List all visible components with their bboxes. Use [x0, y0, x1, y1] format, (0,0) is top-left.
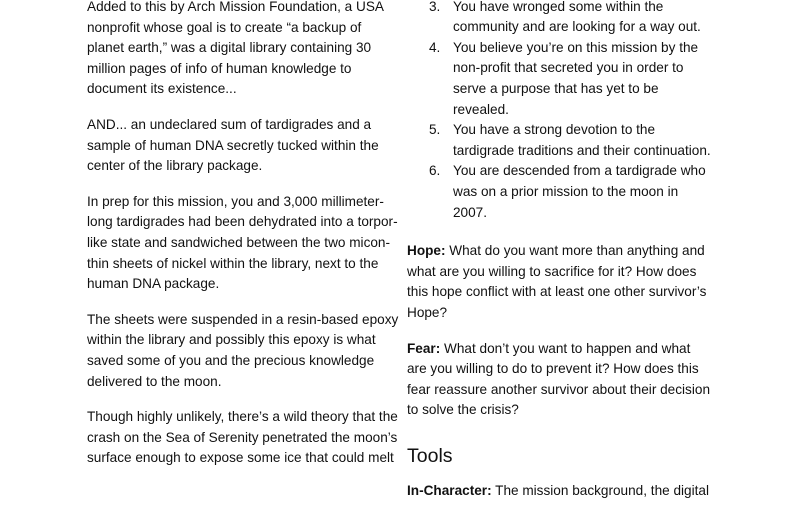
fear-paragraph	[407, 339, 713, 421]
list-item-text: You have wronged some within the community and are looking for a way out.	[453, 0, 701, 35]
list-item	[407, 161, 713, 223]
fear-text: What don’t you want to happen and what are you willing to do to prevent it? How does this fear reassure another survivor about their decision to solve the crisis?	[407, 340, 710, 418]
hope-paragraph	[407, 241, 713, 323]
in-character-text: The mission background, the digital	[491, 482, 709, 498]
list-item-text: You have a strong devotion to the tardigrade traditions and their continuation.	[453, 122, 711, 158]
hope-text: What do you want more than anything and what are you willing to sacrifice for it? How does this hope conflict with at least one other survivor’s Hope?	[407, 243, 707, 320]
paragraph-tardigrades-dna: AND... an undeclared sum of tardigrades and a sample of human DNA secretly tucked within the center of the library package.	[87, 116, 379, 174]
list-number: 3.	[429, 0, 441, 14]
list-number: 4.	[429, 39, 441, 55]
left-column	[87, 0, 399, 484]
list-item-text: You are descended from a tardigrade who was on a prior mission to the moon in 2007.	[453, 163, 706, 220]
paragraph-wild-theory: Though highly unlikely, there’s a wild theory that the crash on the Sea of Serenity penetrated the moon’s surface enough to expose some ice that could melt	[87, 409, 398, 466]
in-character-paragraph	[407, 481, 713, 502]
list-item	[407, 120, 713, 161]
list-number: 6.	[429, 163, 441, 179]
origin-list	[407, 0, 713, 223]
in-character-label: In-Character:	[407, 482, 492, 498]
fear-label: Fear:	[407, 340, 441, 356]
list-number: 5.	[429, 122, 441, 138]
list-item	[407, 38, 713, 120]
paragraph-arch-mission: Added to this by Arch Mission Foundation, a USA nonprofit whose goal is to create “a backup of planet earth,” was a digital library containing 30 million pages of info of human knowledge to document its existence...	[87, 0, 384, 97]
tools-heading: Tools	[407, 444, 453, 467]
right-column	[407, 0, 713, 516]
list-item	[407, 0, 713, 38]
paragraph-mission-prep: In prep for this mission, you and 3,000 millimeter-long tardigrades had been dehydrated into a torpor-like state and sandwiched between the two micon-thin sheets of nickel within the library, next to the human DNA package.	[87, 193, 398, 292]
paragraph-epoxy: The sheets were suspended in a resin-based epoxy within the library and possibly this epoxy is what saved some of you and the precious knowledge delivered to the moon.	[87, 311, 399, 389]
hope-label: Hope:	[407, 243, 446, 259]
list-item-text: You believe you’re on this mission by the non-profit that secreted you in order to serve a purpose that has yet to be revealed.	[453, 39, 699, 117]
